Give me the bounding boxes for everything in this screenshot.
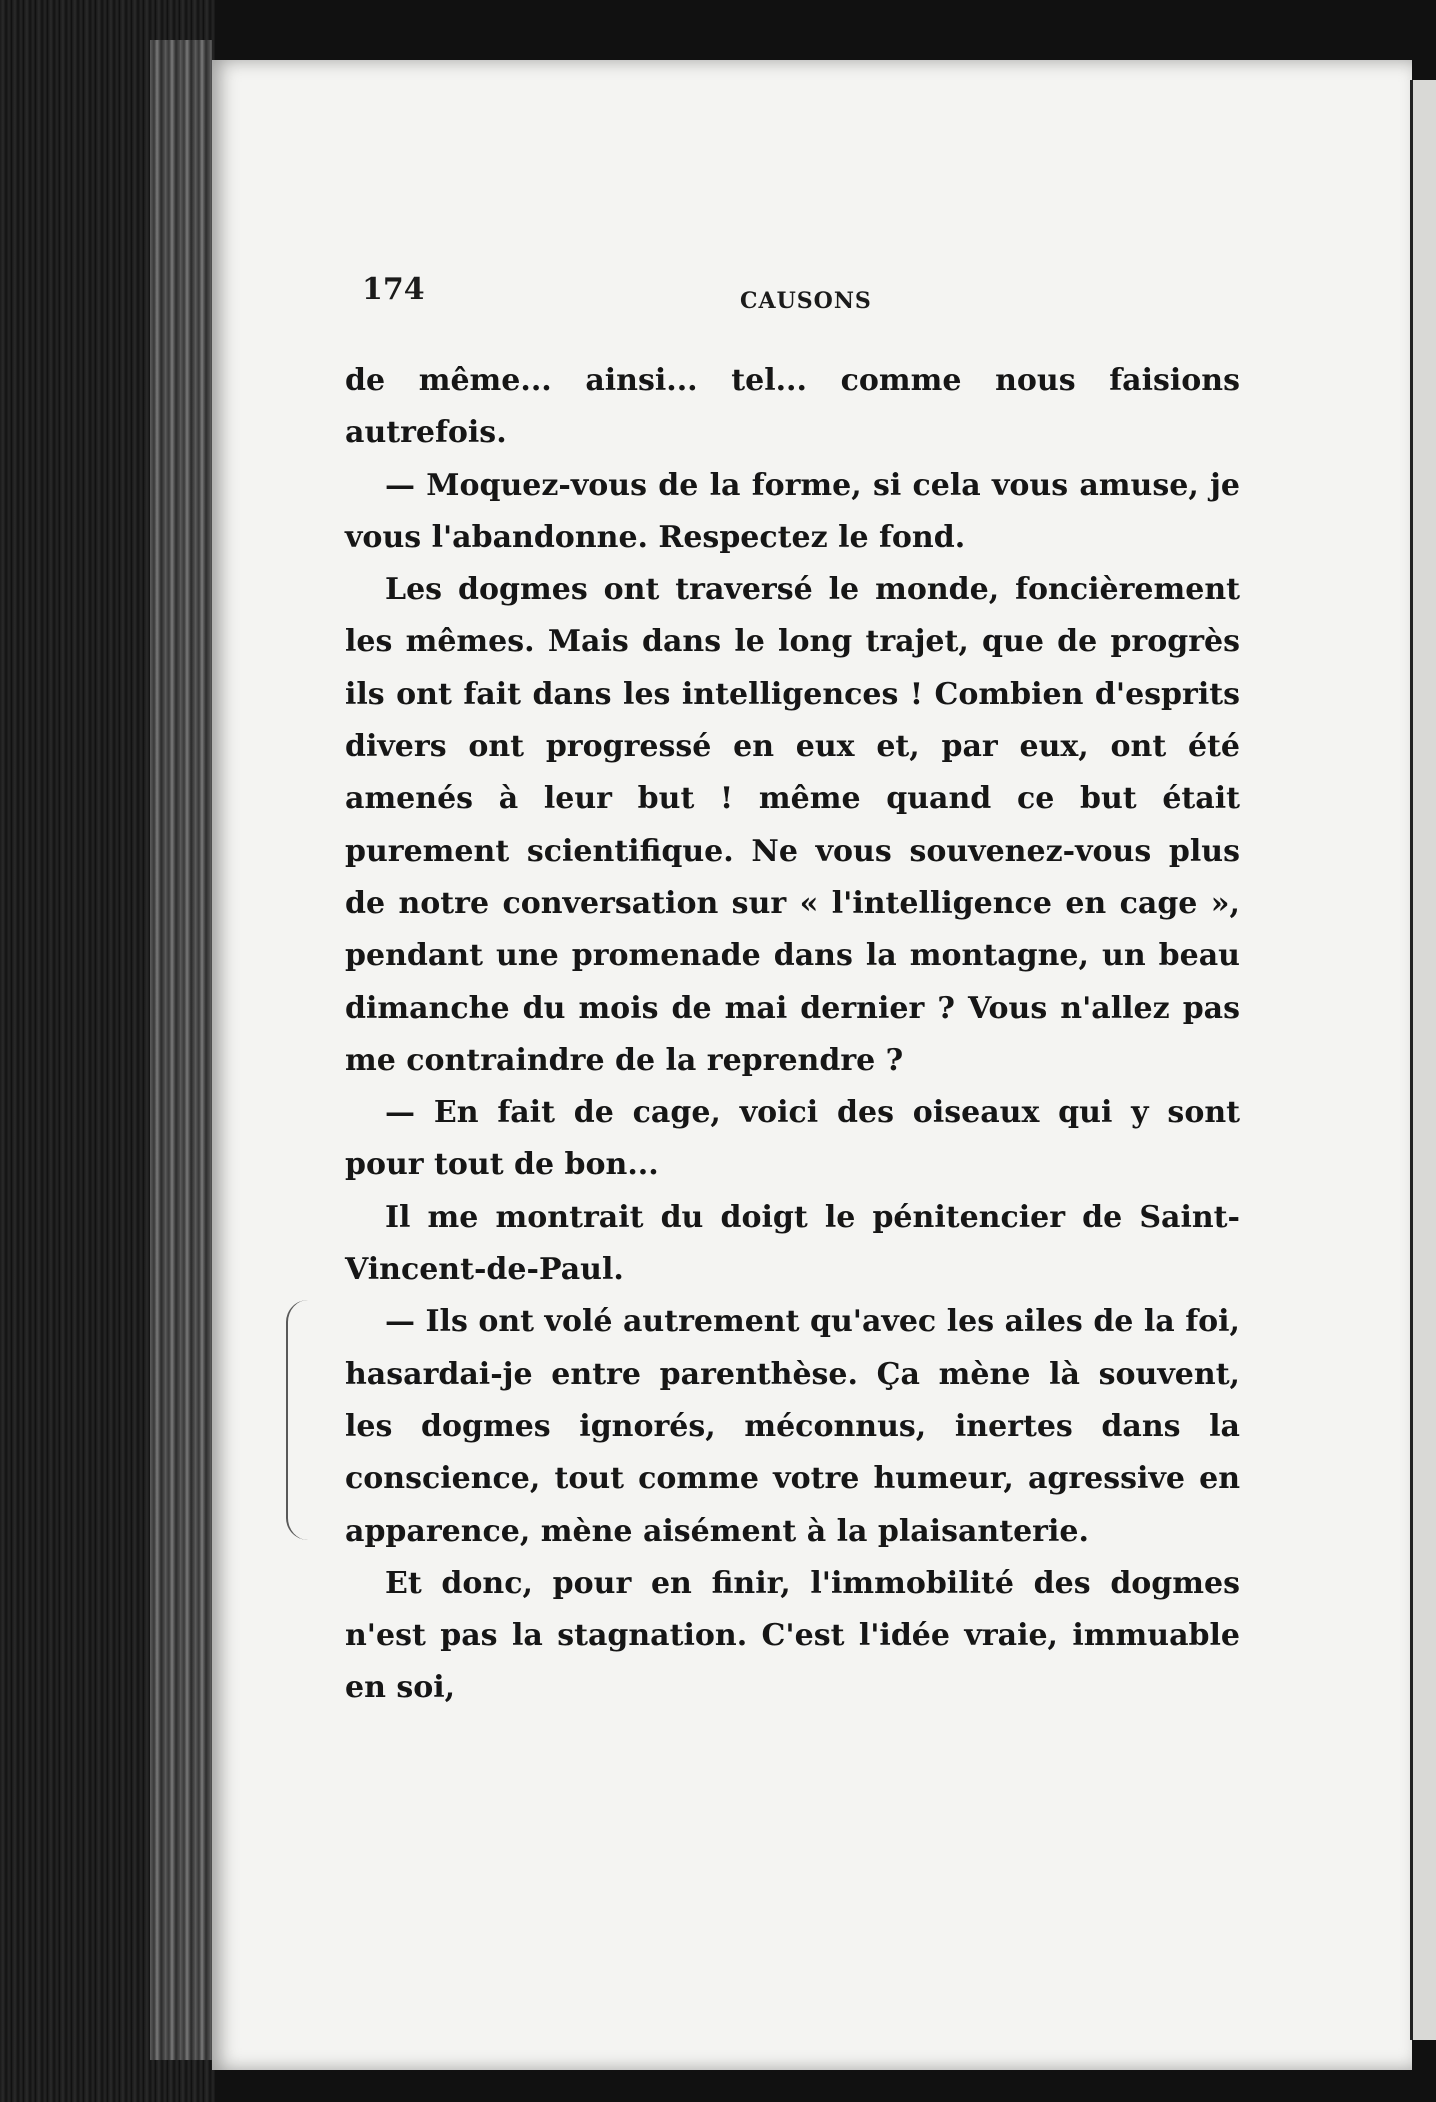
page-number: 174: [362, 272, 425, 307]
page-edges: [150, 40, 212, 2060]
paragraph: Il me montrait du doigt le pénitencier de Saint-Vincent-de-Paul.: [345, 1199, 1240, 1288]
next-page-edge: [1410, 80, 1436, 2040]
running-head: CAUSONS: [740, 288, 872, 314]
paragraph: Et donc, pour en finir, l'immobilité des dogmes n'est pas la stagnation. C'est l'idée vraie, immuable en soi,: [345, 1565, 1240, 1706]
page-body: [345, 355, 1240, 1715]
paragraph: Les dogmes ont traversé le monde, foncièrement les mêmes. Mais dans le long trajet, que de progrès ils ont fait dans les intelligences ! Combien d'esprits divers ont progressé en eux et, par eux, ont été amenés à leur but ! même quand ce but était purement scientifique. Ne vous souvenez-vous plus de notre conversation sur « l'intelligence en cage », pendant une promenade dans la montagne, un beau dimanche du mois de mai dernier ? Vous n'allez pas me contraindre de la reprendre ?: [345, 572, 1240, 1078]
page-header: [362, 272, 882, 322]
paragraph: de même... ainsi... tel... comme nous faisions autrefois.: [345, 363, 1240, 451]
paragraph: — En fait de cage, voici des oiseaux qui y sont pour tout de bon...: [345, 1095, 1240, 1183]
paragraph: — Moquez-vous de la forme, si cela vous amuse, je vous l'abandonne. Respectez le fond.: [345, 467, 1240, 555]
margin-pencil-mark: [286, 1300, 308, 1540]
paragraph: — Ils ont volé autrement qu'avec les ailes de la foi, hasardai-je entre parenthèse. Ça mène là souvent, les dogmes ignorés, méconnus, inertes dans la conscience, tout comme votre humeur, agressive en apparence, mène aisément à la plaisanterie.: [345, 1304, 1240, 1549]
